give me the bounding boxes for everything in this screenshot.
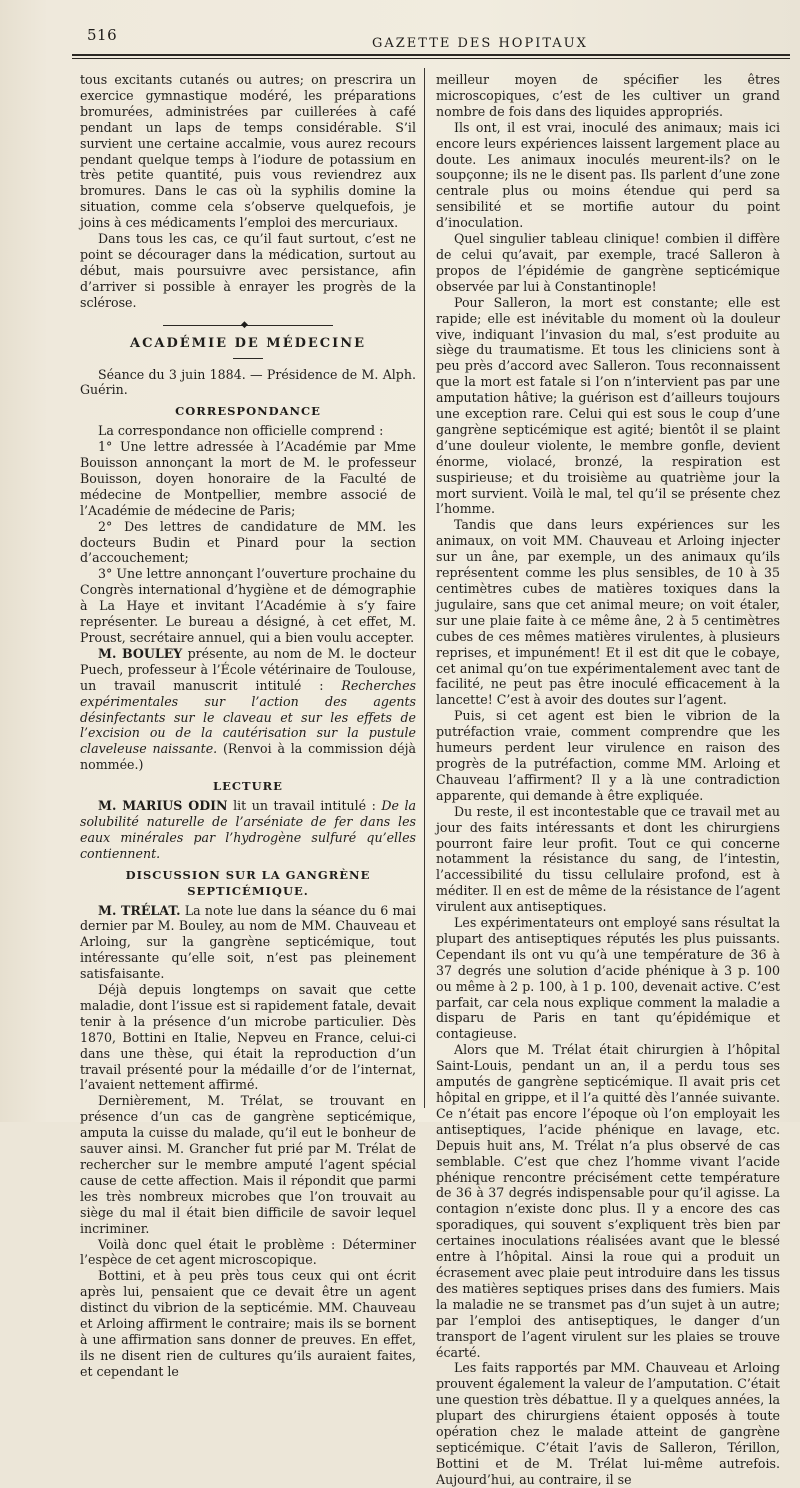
paragraph: Voilà donc quel était le problème : Déterminer l’espèce de cet agent microscopique. bbox=[80, 1236, 416, 1268]
page-header bbox=[72, 26, 790, 66]
paragraph: Pour Salleron, la mort est constante; elle est rapide; elle est inévitable du moment où la douleur vive, indiquant l’invasion du mal, s’est produite au siège du traumatisme. Et tous les cliniciens sont à peu près d’accord avec Salleron. Tous reconnaissent que la mort est fatale si l’on n’intervient pas par une amputation hâtive; la guérison est d’ailleurs toujours une exception rare. Celui qui est sous le coup d’une gangrène septicémique est agité; bientôt il se plaint d’une douleur violente, le membre gonfle, devient énorme, violacé, bronzé, la respiration est suspirieuse; et du troisième au quatrième jour la mort survient. Voilà le mal, tel qu’il se présente chez l’homme. bbox=[436, 294, 780, 517]
bouley-paragraph bbox=[80, 646, 416, 773]
running-title: GAZETTE DES HOPITAUX bbox=[372, 36, 588, 51]
column-divider bbox=[424, 68, 425, 1108]
speaker-name: M. BOULEY bbox=[98, 645, 183, 661]
odin-paragraph bbox=[80, 798, 416, 862]
right-column bbox=[436, 72, 780, 1488]
paragraph: Déjà depuis longtemps on savait que cette maladie, dont l’issue est si rapidement fatale, devait tenir à la présence d’un microbe particulier. Dès 1870, Bottini en Italie, Nepveu en France, celui-ci dans une thèse, qui était la reproduction d’un travail présenté pour la médaille d’or de l’internat, l’avaient nettement affirmé. bbox=[80, 982, 416, 1093]
paragraph: 1° Une lettre adressée à l’Académie par Mme Bouisson annonçant la mort de M. le professeur Bouisson, doyen honoraire de la Faculté de médecine de Montpellier, membre associé de l’Académie de médecine de Paris; bbox=[80, 439, 416, 518]
correspondance-heading: CORRESPONDANCE bbox=[175, 404, 321, 419]
short-rule bbox=[233, 358, 263, 359]
paragraph: Tandis que dans leurs expériences sur les animaux, on voit MM. Chauveau et Arloing injecter sur un âne, par exemple, un des animaux qu’ils représentent comme les plus sensibles, de 10 à 35 centimètres cubes de matières toxiques dans la jugulaire, sans que cet animal meure; on voit étaler, sur une plaie faite à ce même âne, 2 à 5 centimètres cubes de ces mêmes matières virulentes, à plusieurs reprises, et impunément! Et il est dit que le cobaye, cet animal qu’on tue expérimentalement avec tant de facilité, ne peut pas être inoculé efficacement à la lancette! C’est à avoir des doutes sur l’agent. bbox=[436, 517, 780, 708]
trelat-paragraph bbox=[80, 903, 416, 983]
section-separator bbox=[163, 325, 333, 326]
academy-heading: ACADÉMIE DE MÉDECINE bbox=[129, 335, 366, 351]
paragraph: Alors que M. Trélat était chirurgien à l’hôpital Saint-Louis, pendant un an, il a perdu tous ses amputés de gangrène septicémique. Il avait pris cet hôpital en grippe, et il l’a quitté dès l’année suivante. Ce n’était pas encore l’époque où l’on employait les antiseptiques, l’acide phénique en lavage, etc. Depuis huit ans, M. Trélat n’a plus observé de cas semblable. C’est que chez l’homme vivant l’acide phénique rencontre précisément cette température de 36 à 37 degrés indispensable pour qu’il agisse. La contagion n’existe donc plus. Il y a encore des cas sporadiques, qui souvent s’expliquent très bien par certaines inoculations réalisées avant que le blessé entre à l’hôpital. Ainsi la roue qui a produit un écrasement avec plaie peut introduire dans les tissus des matières septiques prises dans des fumiers. Mais la maladie ne se transmet pas d’un sujet à un autre; par l’emploi des antiseptiques, le danger d’un transport de l’agent virulent sur les plaies se trouve écarté. bbox=[436, 1042, 780, 1360]
paragraph: Bottini, et à peu près tous ceux qui ont écrit après lui, pensaient que ce devait être un agent distinct du vibrion de la septicémie. MM. Chauveau et Arloing affirment le contraire; mais ils se bornent à une affirmation sans donner de preuves. En effet, ils ne disent rien de cultures qu’ils auraient faites, et cependant le bbox=[80, 1268, 416, 1379]
paragraph: Les expérimentateurs ont employé sans résultat la plupart des antiseptiques réputés les plus puissants. Cependant ils ont vu qu’à une température de 36 à 37 degrés une solution d’acide phénique à 3 p. 100 ou même à 2 p. 100, à 1 p. 100, devenait active. C’est parfait, car cela nous explique comment la maladie a disparu de Paris en tant qu’épidémique et contagieuse. bbox=[436, 915, 780, 1042]
header-rule bbox=[72, 54, 790, 56]
work-title: De la solubilité naturelle de l’arséniate de fer dans les eaux minérales par l’hydrogène sulfuré qu’elles contiennent. bbox=[80, 798, 416, 861]
paragraph: meilleur moyen de spécifier les êtres microscopiques, c’est de les cultiver un grand nombre de fois dans des liquides appropriés. bbox=[436, 72, 780, 119]
work-title: Recherches expérimentales sur l’action des agents désinfectants sur le claveau et sur les effets de l’excision ou de la cautérisation sur la pustule claveleuse naissante. bbox=[80, 677, 416, 757]
speaker-name: M. TRÉLAT. bbox=[98, 902, 181, 918]
page-number: 516 bbox=[87, 26, 118, 44]
paragraph: Ils ont, il est vrai, inoculé des animaux; mais ici encore leurs expériences laissent largement place au doute. Les animaux inoculés meurent-ils? on le soupçonne; ils ne le disent pas. Ils parlent d’une zone centrale plus ou moins étendue qui perd sa sensibilité et se mortifie autour du point d’inoculation. bbox=[436, 119, 780, 231]
paragraph: 3° Une lettre annonçant l’ouverture prochaine du Congrès international d’hygiène et de démographie à La Haye et invitant l’Académie à s’y faire représenter. Le bureau a désigné, à cet effet, M. Proust, secrétaire annuel, qui a bien voulu accepter. bbox=[80, 566, 416, 645]
paragraph: tous excitants cutanés ou autres; on prescrira un exercice gymnastique modéré, les préparations bromurées, administrées par cuillerées à café pendant un laps de temps considérable. S’il survient une certaine accalmie, vous aurez recours pendant quelque temps à l’iodure de potassium en très petite quantité, puis vous reviendrez aux bromures. Dans le cas où la syphilis domine la situation, comme cela s’observe quelquefois, je joins à ces médicaments l’emploi des mercuriaux. bbox=[80, 72, 416, 231]
speaker-name: M. MARIUS ODIN bbox=[98, 798, 228, 814]
paragraph: Dans tous les cas, ce qu’il faut surtout, c’est ne point se décourager dans la médication, surtout au début, mais poursuivre avec persistance, afin d’arriver si possible à enrayer les progrès de la sclérose. bbox=[80, 231, 416, 310]
paragraph: La correspondance non officielle comprend : bbox=[98, 423, 384, 439]
paragraph: Puis, si cet agent est bien le vibrion de la putréfaction vraie, comment comprendre que les humeurs perdent leur virulence en raison des progrès de la putréfaction, comme MM. Arloing et Chauveau l’affirment? Il y a là une contradiction apparente, qui demande à être expliquée. bbox=[436, 708, 780, 803]
text-run: lit un travail intitulé : bbox=[227, 798, 382, 814]
paragraph: Du reste, il est incontestable que ce travail met au jour des faits intéressants et dont les chirurgiens pourront faire leur profit. Tout ce qui concerne notamment la résistance du sang, de l’intestin, l’accessibilité du tissu cellulaire profond, est à méditer. Il en est de même de la résistance de l’agent virulent aux antiseptiques. bbox=[436, 803, 780, 915]
paragraph: 2° Des lettres de candidature de MM. les docteurs Budin et Pinard pour la section d’accouchement; bbox=[80, 518, 416, 566]
paragraph: Les faits rapportés par MM. Chauveau et Arloing prouvent également la valeur de l’amputation. C’était une question très débattue. Il y a quelques années, la plupart des chirurgiens étaient opposés à toute opération chez le malade atteint de gangrène septicémique. C’était l’avis de Salleron, Térillon, Bottini et de M. Trélat lui-même autrefois. Aujourd’hui, au contraire, il se bbox=[436, 1360, 780, 1487]
text-run: (Renvoi à la commission déjà nommée.) bbox=[80, 741, 416, 773]
paragraph: Quel singulier tableau clinique! combien il diffère de celui qu’avait, par exemple, tracé Salleron à propos de l’épidémie de gangrène septicémique observée par lui à Constantinople! bbox=[436, 231, 780, 294]
left-column bbox=[80, 72, 416, 1380]
discussion-heading: DISCUSSION SUR LA GANGRÈNE SEPTICÉMIQUE. bbox=[125, 867, 371, 898]
seance-line: Séance du 3 juin 1884. — Présidence de M. Alph. Guérin. bbox=[80, 366, 416, 398]
header-rule-thin bbox=[72, 58, 790, 59]
text-run: La note lue dans la séance du 6 mai dernier par M. Bouley, au nom de MM. Chauveau et Arloing, sur la gangrène septicémique, tout intéressante qu’elle soit, n’est pas pleinement satisfaisante. bbox=[80, 902, 416, 982]
lecture-heading: LECTURE bbox=[213, 779, 283, 794]
paragraph: Dernièrement, M. Trélat, se trouvant en présence d’un cas de gangrène septicémique, amputa la cuisse du malade, qu’il eut le bonheur de sauver ainsi. M. Grancher fut prié par M. Trélat de rechercher sur le membre amputé l’agent spécial cause de cette affection. Mais il répondit que parmi les très nombreux microbes que l’on trouvait au siège du mal il était bien difficile de savoir lequel incriminer. bbox=[80, 1093, 416, 1236]
text-run: présente, au nom de M. le docteur Puech, professeur à l’École vétérinaire de Toulouse, un travail manuscrit intitulé : bbox=[80, 645, 416, 693]
